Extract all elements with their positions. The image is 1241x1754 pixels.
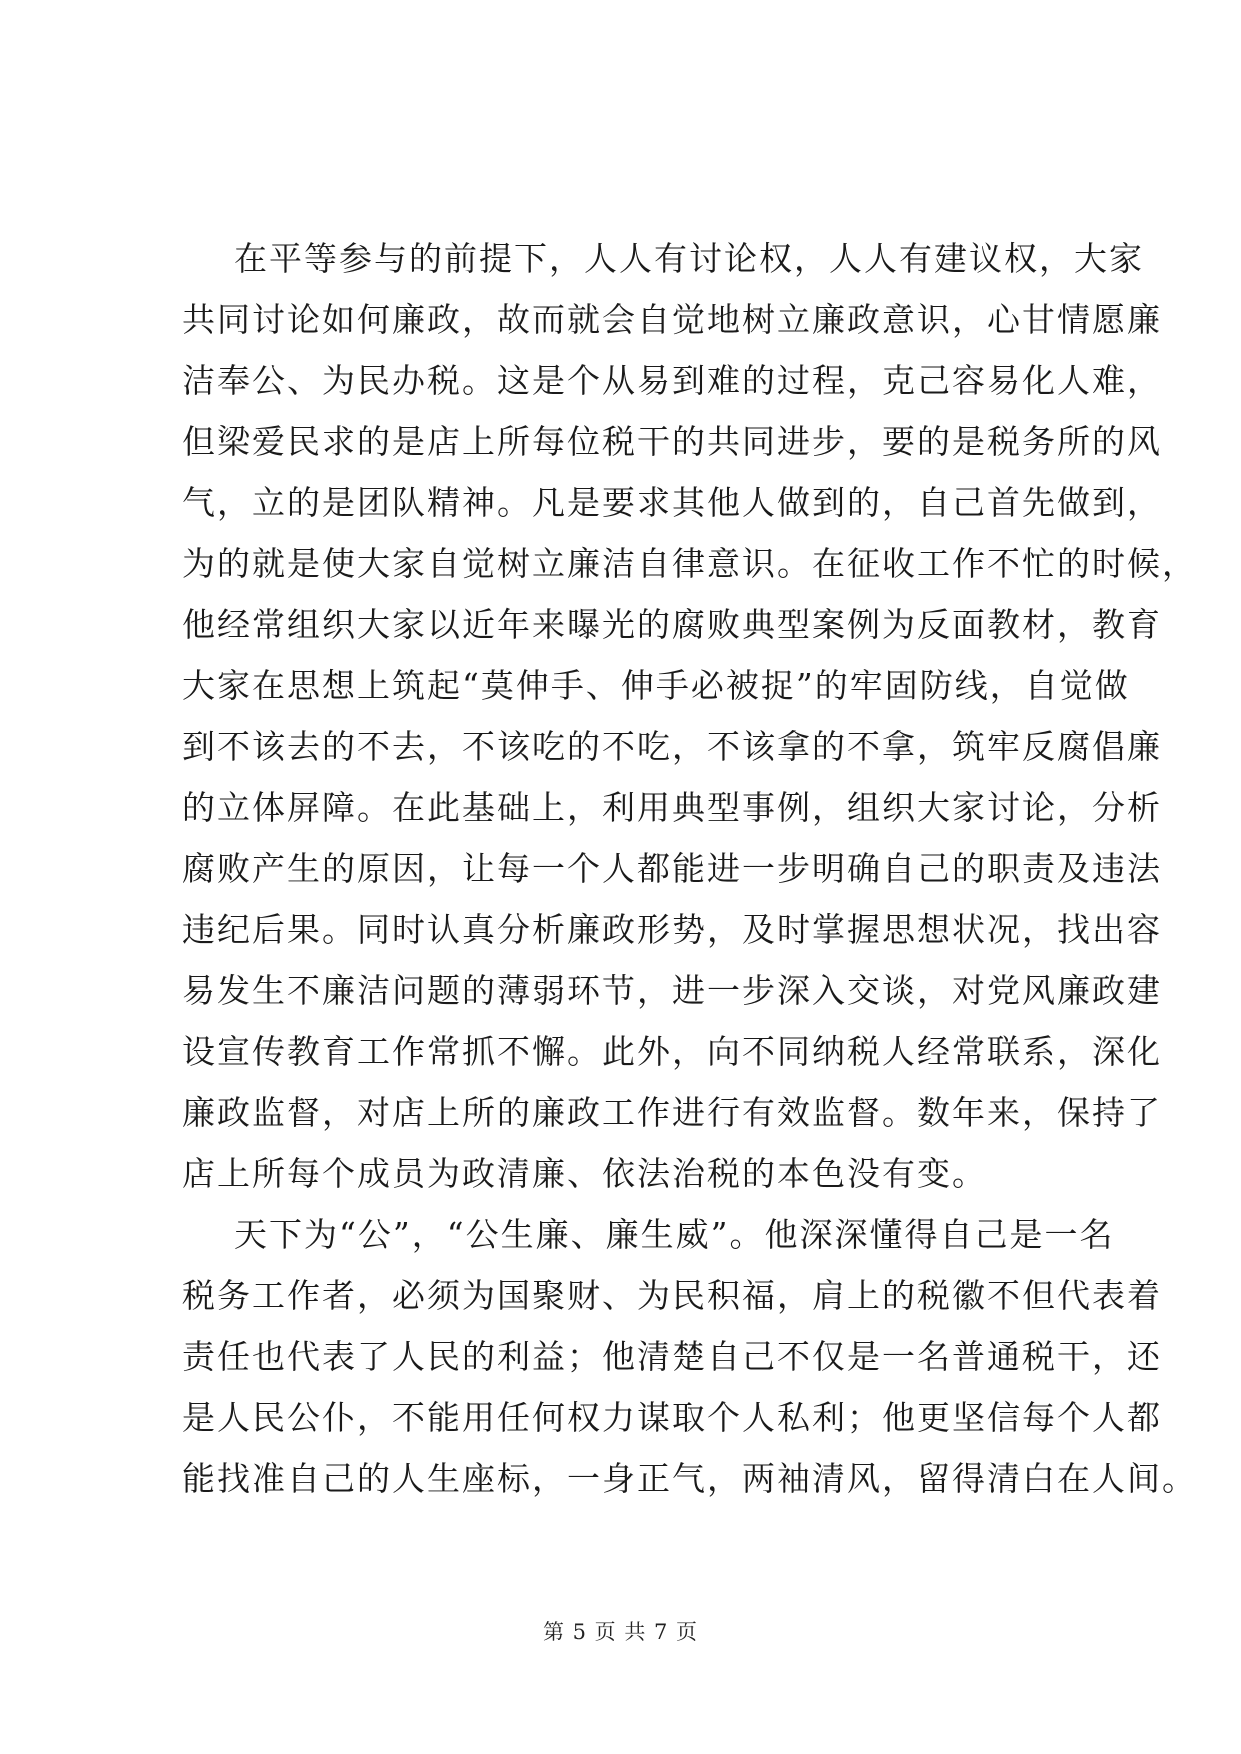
paragraph-2	[182, 1204, 1197, 1509]
text-line: 天下为“公”，“公生廉、廉生威”。他深深懂得自己是一名	[234, 1215, 1115, 1254]
body-text	[182, 228, 1197, 1509]
text-line: 他经常组织大家以近年来曝光的腐败典型案例为反面教材，教育	[182, 605, 1162, 644]
text-line: 设宣传教育工作常抓不懈。此外，向不同纳税人经常联系，深化	[182, 1032, 1162, 1071]
text-line: 洁奉公、为民办税。这是个从易到难的过程，克己容易化人难，	[182, 361, 1162, 400]
text-line: 共同讨论如何廉政，故而就会自觉地树立廉政意识，心甘情愿廉	[182, 300, 1162, 339]
text-line: 责任也代表了人民的利益；他清楚自己不仅是一名普通税干，还	[182, 1337, 1162, 1376]
text-line: 店上所每个成员为政清廉、依法治税的本色没有变。	[182, 1154, 987, 1193]
text-line: 是人民公仆，不能用任何权力谋取个人私利；他更坚信每个人都	[182, 1398, 1162, 1437]
text-line: 能找准自己的人生座标，一身正气，两袖清风，留得清白在人间。	[182, 1459, 1197, 1498]
text-line: 廉政监督，对店上所的廉政工作进行有效监督。数年来，保持了	[182, 1093, 1162, 1132]
text-line: 在平等参与的前提下，人人有讨论权，人人有建议权，大家	[234, 239, 1144, 278]
page-footer	[0, 1618, 1241, 1646]
text-line: 到不该去的不去，不该吃的不吃，不该拿的不拿，筑牢反腐倡廉	[182, 727, 1162, 766]
text-line: 气，立的是团队精神。凡是要求其他人做到的，自己首先做到，	[182, 483, 1162, 522]
text-line: 为的就是使大家自觉树立廉洁自律意识。在征收工作不忙的时候，	[182, 544, 1197, 583]
paragraph-1	[182, 228, 1197, 1204]
text-line: 但梁爱民求的是店上所每位税干的共同进步，要的是税务所的风	[182, 422, 1162, 461]
text-line: 的立体屏障。在此基础上，利用典型事例，组织大家讨论，分析	[182, 788, 1162, 827]
text-line: 大家在思想上筑起“莫伸手、伸手必被捉”的牢固防线，自觉做	[182, 666, 1130, 705]
page-number: 第 5 页 共 7 页	[542, 1620, 699, 1644]
text-line: 违纪后果。同时认真分析廉政形势，及时掌握思想状况，找出容	[182, 910, 1162, 949]
text-line: 腐败产生的原因，让每一个人都能进一步明确自己的职责及违法	[182, 849, 1162, 888]
text-line: 易发生不廉洁问题的薄弱环节，进一步深入交谈，对党风廉政建	[182, 971, 1162, 1010]
text-line: 税务工作者，必须为国聚财、为民积福，肩上的税徽不但代表着	[182, 1276, 1162, 1315]
